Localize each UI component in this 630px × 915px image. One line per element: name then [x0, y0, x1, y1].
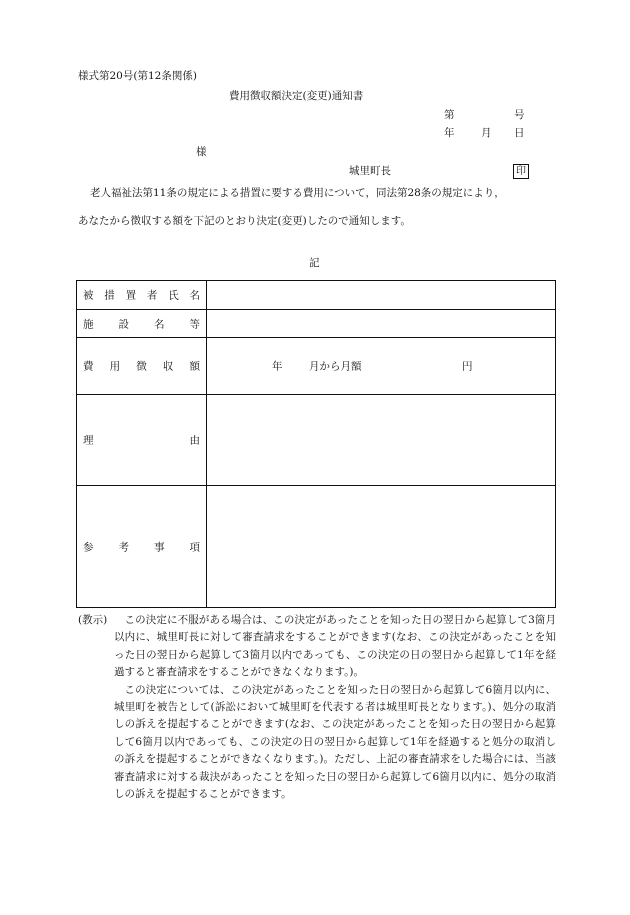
label-remarks: 参 考 事 項	[83, 541, 200, 553]
row-person-name	[77, 281, 555, 310]
doc-number-suffix: 号	[514, 109, 525, 121]
label-cell	[77, 338, 207, 394]
document-title: 費用徴収額決定(変更)通知書	[229, 90, 364, 102]
form-number: 様式第20号(第12条関係)	[78, 70, 197, 82]
intro-line-2: あなたから徴収する額を下記のとおり決定(変更)したので通知します。	[78, 215, 411, 227]
intro-line-1: 老人福祉法第11条の規定による措置に要する費用について，同法第28条の規定により，	[90, 187, 505, 199]
fee-monthly: 月から月額	[309, 360, 362, 373]
addressee-suffix: 様	[196, 146, 207, 158]
notice-paragraph-1: この決定に不服がある場合は、この決定があったことを知った日の翌日から起算して3箇月以内に、城里町長に対して審査請求をすることができます(なお、この決定があったことを知った日の翌日から起算して3箇月以内であっても、この決定の日の翌日から起算して1年を経過すると審査請求をすることができなくなります。)。	[114, 614, 556, 679]
issuer: 城里町長	[349, 165, 391, 177]
notice-paragraph-2: この決定については、この決定があったことを知った日の翌日から起算して6箇月以内に、城里町を被告として(訴訟において城里町を代表する者は城里町長となります。)、処分の取消しの訴えを提起することができます(なお、この決定があったことを知った日の翌日から起算して6箇月以内であっても、この決定の日の翌日から起算して1年を経過すると処分の取消しの訴えを提起することができなくなります。)。ただし、上記の審査請求をした場合には、当該審査請求に対する裁決があったことを知った日の翌日から起算して6箇月以内に、処分の取消しの訴えを提起することができます。	[114, 683, 556, 801]
label-reason: 理 由	[83, 434, 200, 447]
label-facility: 施 設 名 等	[83, 318, 200, 330]
row-fee-amount	[77, 338, 555, 395]
label-cell	[77, 395, 207, 485]
label-person-name: 被 措 置 者 氏 名	[83, 289, 200, 302]
fee-year: 年	[272, 360, 283, 373]
doc-number-prefix: 第	[444, 109, 455, 121]
seal-mark: 印	[513, 164, 529, 179]
label-cell	[77, 310, 207, 337]
row-remarks	[77, 486, 555, 607]
row-reason	[77, 395, 555, 486]
date-day: 日	[514, 127, 525, 139]
label-cell	[77, 486, 207, 607]
row-facility	[77, 310, 555, 338]
fee-yen: 円	[462, 360, 473, 373]
fee-form-table	[76, 280, 556, 608]
label-cell	[77, 281, 207, 309]
date-month: 月	[481, 127, 492, 139]
notice-label: (教示)	[78, 614, 108, 626]
ki-heading: 記	[309, 257, 320, 269]
notice-text	[114, 612, 556, 803]
date-year: 年	[444, 127, 455, 139]
label-fee-amount: 費 用 徴 収 額	[83, 360, 200, 373]
